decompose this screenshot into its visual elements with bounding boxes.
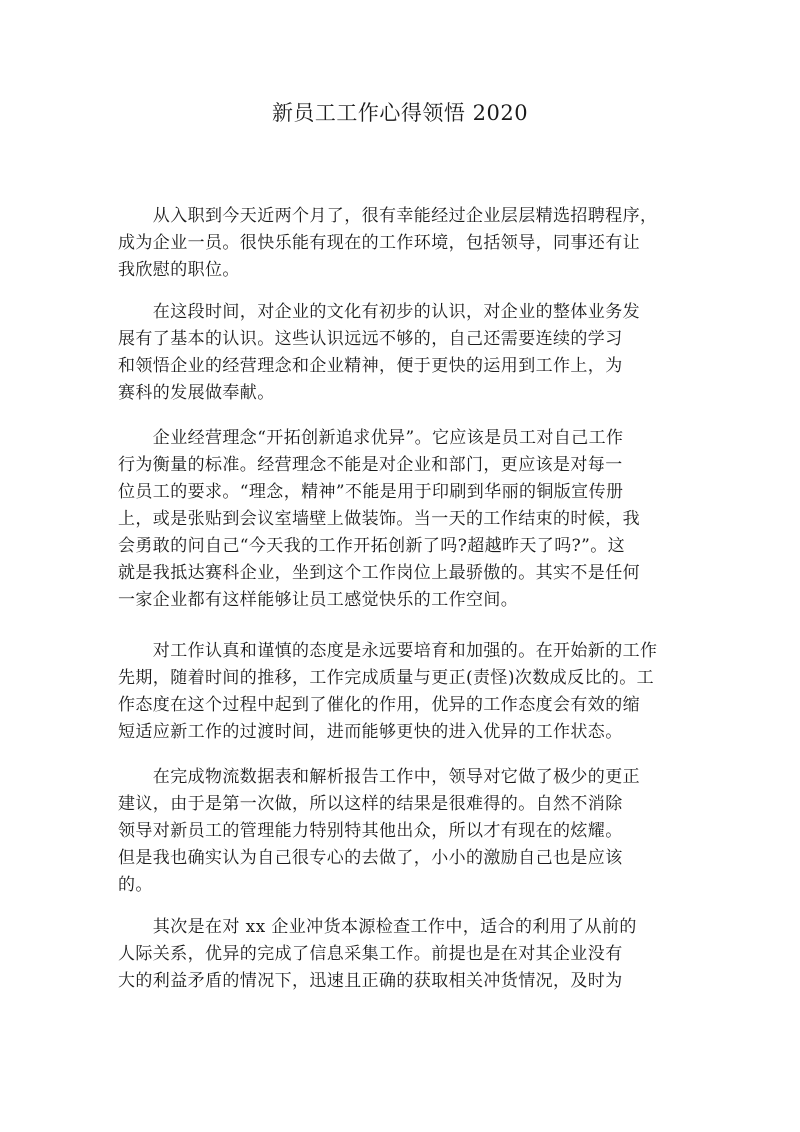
text-line: 作态度在这个过程中起到了催化的作用，优异的工作态度会有效的缩: [118, 695, 640, 715]
text-line: 展有了基本的认识。这些认识远远不够的，自己还需要连续的学习: [118, 329, 623, 349]
text-line: 位员工的要求。“理念，精神”不能是用于印刷到华丽的铜版宣传册: [118, 482, 624, 502]
text-line: 在这段时间，对企业的文化有初步的认识，对企业的整体业务发: [118, 302, 640, 322]
text-line: 赛科的发展做奉献。: [118, 383, 275, 403]
text-line: 大的利益矛盾的情况下，迅速且正确的获取相关冲货情况，及时为: [118, 971, 623, 991]
text-line: 人际关系，优异的完成了信息采集工作。前提也是在对其企业没有: [118, 944, 623, 964]
text-line: 就是我抵达赛科企业，坐到这个工作岗位上最骄傲的。其实不是任何: [118, 563, 640, 583]
text-line: 领导对新员工的管理能力特别特其他出众，所以才有现在的炫耀。: [118, 821, 623, 841]
paragraph-2: [118, 299, 678, 407]
paragraph-1: [118, 203, 678, 284]
text-line: 的。: [118, 875, 153, 895]
text-line: 建议，由于是第一次做，所以这样的结果是很难得的。自然不消除: [118, 794, 623, 814]
text-line: 其次是在对 xx 企业冲货本源检查工作中，适合的利用了从前的: [118, 917, 637, 937]
text-line: 在完成物流数据表和解析报告工作中，领导对它做了极少的更正: [118, 767, 640, 787]
text-line: 行为衡量的标准。经营理念不能是对企业和部门，更应该是对每一: [118, 455, 623, 475]
text-line: 一家企业都有这样能够让员工感觉快乐的工作空间。: [118, 590, 519, 610]
text-line: 会勇敢的问自己“今天我的工作开拓创新了吗?超越昨天了吗?”。这: [118, 536, 626, 556]
text-line: 我欣慰的职位。: [118, 260, 240, 280]
text-line: 上，或是张贴到会议室墙壁上做装饰。当一天的工作结束的时候，我: [118, 509, 640, 529]
text-line: 成为企业一员。很快乐能有现在的工作环境，包括领导，同事还有让: [118, 233, 640, 253]
text-line: 但是我也确实认为自己很专心的去做了，小小的激励自己也是应该: [118, 848, 623, 868]
paragraph-3: [118, 425, 678, 614]
text-line: 和领悟企业的经营理念和企业精神，便于更快的运用到工作上，为: [118, 356, 623, 376]
text-line: 短适应新工作的过渡时间，进而能够更快的进入优异的工作状态。: [118, 722, 623, 742]
paragraph-4: [118, 638, 678, 746]
paragraph-5: [118, 764, 678, 899]
text-line: 对工作认真和谨慎的态度是永远要培育和加强的。在开始新的工作: [118, 641, 658, 661]
text-line: 企业经营理念“开拓创新追求优异”。它应该是员工对自己工作: [118, 428, 624, 448]
paragraph-6: [118, 914, 678, 995]
text-line: 从入职到今天近两个月了，很有幸能经过企业层层精选招聘程序，: [118, 206, 658, 226]
document-title: 新员工工作心得领悟 2020: [271, 101, 529, 125]
text-line: 先期，随着时间的推移，工作完成质量与更正(责怪)次数成反比的。工: [118, 668, 655, 688]
